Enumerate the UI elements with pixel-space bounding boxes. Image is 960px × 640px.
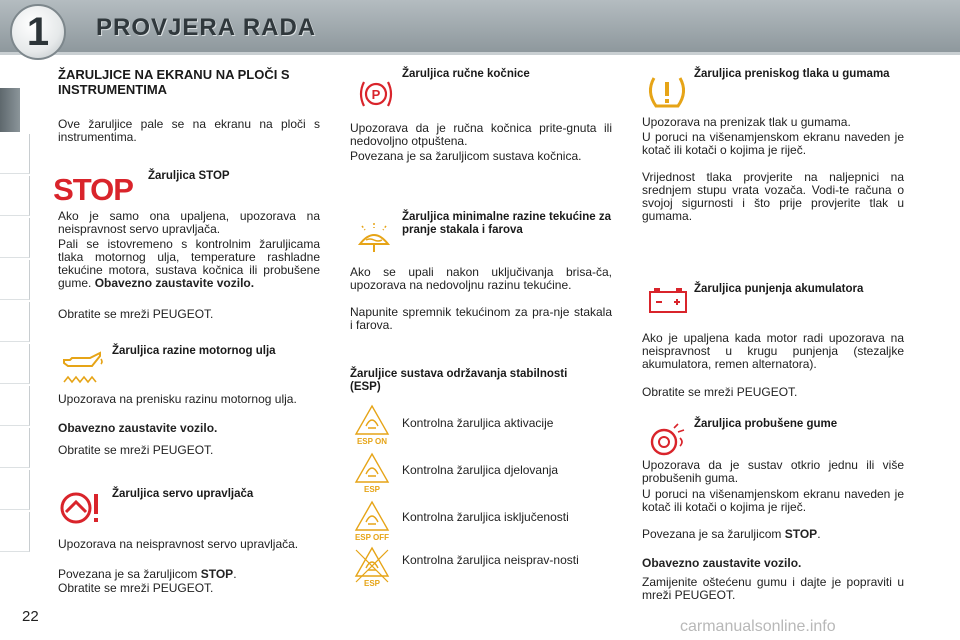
steering-paragraph-2-bold: STOP [200,567,234,581]
chapter-number-badge: 1 [10,4,66,60]
esp-item-deactivated: Kontrolna žaruljica isključenosti [402,510,569,524]
esp-active-icon [350,450,394,494]
stop-paragraph-2 [58,238,320,290]
esp-on-icon-label: ESP ON [356,437,388,446]
side-tab[interactable] [0,176,30,216]
stop-paragraph-3: Obratite se mreži PEUGEOT. [58,307,214,321]
oil-paragraph-3: Obratite se mreži PEUGEOT. [58,443,214,457]
tyre-pressure-paragraph-1: Upozorava na prenizak tlak u gumama. [642,115,851,129]
puncture-paragraph-3-end: . [817,527,821,541]
side-tab[interactable] [0,218,30,258]
puncture-paragraph-3-bold: STOP [784,527,818,541]
washer-heading: Žaruljica minimalne razine tekućine za pranje stakala i farova [402,211,611,236]
washer-paragraph-1: Ako se upali nakon uključivanja brisa-ča, upozorava na nedovoljnu razinu tekućine. [350,265,612,292]
stop-paragraph-1: Ako je samo ona upaljena, upozorava na neispravnost servo upravljača. [58,209,320,236]
esp-fault-icon-label: ESP [363,579,381,588]
battery-paragraph-2: Obratite se mreži PEUGEOT. [642,385,798,399]
header-divider [0,52,960,55]
battery-charge-icon [648,286,688,314]
puncture-warning-icon [646,420,688,458]
tyre-pressure-icon [646,72,688,112]
side-tab[interactable] [0,428,30,468]
oil-heading: Žaruljica razine motornog ulja [112,345,276,357]
washer-paragraph-2: Napunite spremnik tekućinom za pra-nje stakala i farova. [350,305,612,332]
tyre-pressure-paragraph-2: U poruci na višenamjenskom ekranu naveden je kotač ili kotači o kojima je riječ. [642,130,904,157]
stop-icon-text: STOP [53,172,133,207]
steering-paragraph-2 [58,568,320,581]
battery-heading: Žaruljica punjenja akumulatora [694,283,864,295]
watermark: carmanualsonline.info [680,618,836,635]
side-tab[interactable] [0,512,30,552]
parking-brake-icon-text: P [371,87,381,102]
puncture-paragraph-3-text: Povezana je sa žaruljicom [642,527,785,541]
esp-on-icon [350,402,394,446]
steering-paragraph-2-end: . [233,567,237,581]
oil-level-icon [60,350,104,388]
column-right [642,60,910,620]
stop-paragraph-2-text: Pali se istovremeno s kontrolnim žaruljicama tlaka motornog ulja, temperature rashladne tekućine motora, sustava kočnica ili probušene gume. [58,237,320,290]
side-tab[interactable] [0,302,30,342]
puncture-paragraph-1: Upozorava da je sustav otkrio jednu ili više probušenih guma. [642,458,904,485]
page-number: 22 [22,608,39,625]
side-tab-active[interactable] [0,88,20,132]
washer-fluid-icon [354,220,394,254]
puncture-heading: Žaruljica probušene gume [694,418,838,430]
stop-paragraph-2-bold: Obavezno zaustavite vozilo. [94,276,255,290]
side-chapter-tabs [0,64,48,584]
steering-heading: Žaruljica servo upravljača [112,488,254,500]
handbrake-paragraph-1: Upozorava da je ručna kočnica prite-gnuta ili nedovoljno otpuštena. [350,121,612,148]
column-middle [350,60,618,620]
puncture-paragraph-4: Obavezno zaustavite vozilo. [642,556,802,570]
side-tab[interactable] [0,470,30,510]
stop-heading: Žaruljica STOP [148,170,230,182]
chapter-title: PROVJERA RADA [96,14,317,41]
side-tab[interactable] [0,260,30,300]
tyre-pressure-heading: Žaruljica preniskog tlaka u gumama [694,68,890,80]
section-title: ŽARULJICE NA EKRANU NA PLOČI S INSTRUMENTIMA [58,67,290,97]
battery-paragraph-1: Ako je upaljena kada motor radi upozorava na neispravnost u krugu punjenja (stezaljke akumulatora, remen alternatora). [642,331,904,371]
side-tab[interactable] [0,386,30,426]
esp-item-activation: Kontrolna žaruljica aktivacije [402,416,554,430]
steering-paragraph-2-text: Povezana je sa žaruljicom [58,567,201,581]
puncture-paragraph-3 [642,528,904,541]
oil-paragraph-2: Obavezno zaustavite vozilo. [58,421,218,435]
esp-heading: Žaruljice sustava održavanja stabilnosti (ESP) [350,368,568,393]
parking-brake-icon [356,76,396,112]
handbrake-paragraph-2: Povezana je sa žaruljicom sustava kočnica. [350,149,582,163]
puncture-paragraph-5: Zamijenite oštećenu gumu i dajte je popraviti u mreži PEUGEOT. [642,575,904,602]
steering-warning-icon [58,488,104,528]
side-tab[interactable] [0,344,30,384]
esp-active-icon-label: ESP [363,485,381,494]
esp-item-operation: Kontrolna žaruljica djelovanja [402,463,559,477]
esp-off-icon-label: ESP OFF [354,533,390,542]
esp-fault-icon [350,544,394,588]
esp-item-fault: Kontrolna žaruljica neisprav-nosti [402,553,579,567]
stop-warning-icon [53,172,133,207]
column-left [52,60,320,620]
steering-paragraph-3: Obratite se mreži PEUGEOT. [58,581,214,595]
puncture-paragraph-2: U poruci na višenamjenskom ekranu naveden je kotač ili kotači o kojima je riječ. [642,487,904,514]
intro-text: Ove žaruljice pale se na ekranu na ploči s instrumentima. [58,117,320,144]
handbrake-heading: Žaruljica ručne kočnice [402,68,530,80]
tyre-pressure-paragraph-3: Vrijednost tlaka provjerite na naljepnici na srednjem stupu vrata vozača. Vodi-te računa o svojoj sigurnosti i što prije provjerite tlak u gumama. [642,170,904,223]
esp-off-icon [350,498,394,542]
oil-paragraph-1: Upozorava na prenisku razinu motornog ulja. [58,392,297,406]
steering-paragraph-1: Upozorava na neispravnost servo upravljača. [58,537,299,551]
side-tab[interactable] [0,134,30,174]
